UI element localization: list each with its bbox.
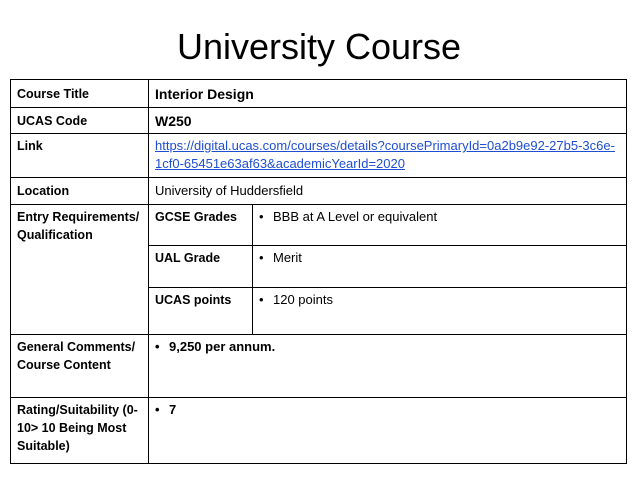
gcse-value: BBB at A Level or equivalent xyxy=(273,209,438,224)
ual-label: UAL Grade xyxy=(149,246,253,288)
course-table xyxy=(10,79,627,464)
course-title-label: Course Title xyxy=(11,80,149,108)
ucas-code-value: W250 xyxy=(149,108,627,134)
rating-label: Rating/Suitability (0-10> 10 Being Most Suitable) xyxy=(11,398,149,464)
ucas-points-value-cell xyxy=(253,288,627,335)
rating-value: 7 xyxy=(169,402,177,417)
table-row-rating xyxy=(11,398,627,464)
page-title: University Course xyxy=(176,26,462,67)
ucas-points-label: UCAS points xyxy=(149,288,253,335)
table-row-ucas-code xyxy=(11,108,627,134)
bullet-icon xyxy=(259,209,273,224)
bullet-icon xyxy=(259,292,273,307)
course-link[interactable]: https://digital.ucas.com/courses/details?coursePrimaryId=0a2b9e92-27b5-3c6e-1cf0-65451e63af63&academicYearId=2020 xyxy=(155,138,615,171)
general-value-cell xyxy=(149,335,627,398)
table-row-gcse xyxy=(11,205,627,246)
course-title-value: Interior Design xyxy=(149,80,627,108)
table-row-general xyxy=(11,335,627,398)
entry-requirements-label: Entry Requirements/ Qualification xyxy=(11,205,149,335)
general-label: General Comments/ Course Content xyxy=(11,335,149,398)
general-value: 9,250 per annum. xyxy=(169,339,276,354)
rating-value-cell xyxy=(149,398,627,464)
ucas-code-label: UCAS Code xyxy=(11,108,149,134)
location-label: Location xyxy=(11,178,149,205)
link-cell xyxy=(149,134,627,178)
bullet-icon xyxy=(155,339,169,354)
location-value: University of Huddersfield xyxy=(149,178,627,205)
ual-value-cell xyxy=(253,246,627,288)
bullet-icon xyxy=(259,250,273,265)
table-row-location xyxy=(11,178,627,205)
bullet-icon xyxy=(155,402,169,417)
gcse-label: GCSE Grades xyxy=(149,205,253,246)
ucas-points-value: 120 points xyxy=(273,292,333,307)
table-row-course-title xyxy=(11,80,627,108)
table-row-link xyxy=(11,134,627,178)
link-label: Link xyxy=(11,134,149,178)
gcse-value-cell xyxy=(253,205,627,246)
ual-value: Merit xyxy=(273,250,302,265)
